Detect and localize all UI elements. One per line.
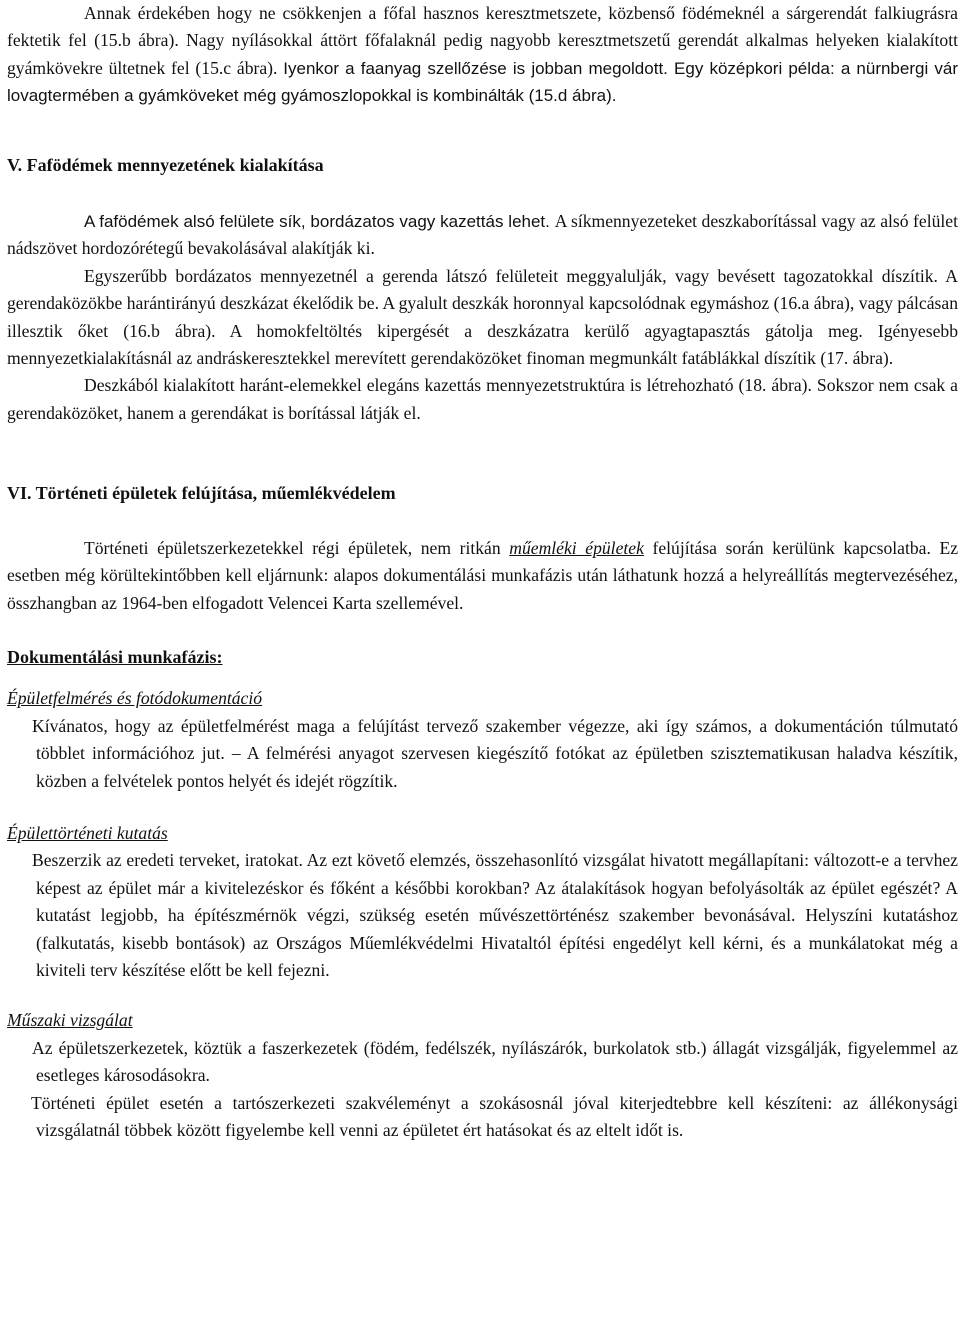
survey-paragraph: Kívánatos, hogy az épületfelmérést maga a felújítást tervező szakember végezze, aki így számos, a dokumentáción túlmutató többlet információhoz jut. – A felmérési anyagot szervesen kiegészítő fotókat az épületben szisztematikusan haladva készítik, közben a felvételek pontos helyét és idejét rögzítik. [32,715,958,791]
intro-text-a: Annak érdekében hogy ne csökkenjen a főfal hasznos keresztmetszete, közbenső födémeknél a sárgerendát falkiugrásra fektetik fel (15.b ábra). Nagy nyílásokkal áttört főfalaknál pedig nagyobb keresztmetszetű gerendát alkalmas helyeken kialakított gyámkövekre ültetnek fel (15.c ábra). [7,3,958,78]
subheading-history-research: Épülettörténeti kutatás [7,822,168,843]
section-6-text-before: Történeti épületszerkezetekkel régi épületek, nem ritkán [84,537,510,558]
section-5-heading: V. Fafödémek mennyezetének kialakítása [7,154,324,175]
section-5-paragraph-1 [7,208,958,263]
section-6-text-after: felújítása során kerülünk kapcsolatba. Ez esetben még körültekintőbben kell eljárnunk: alapos dokumentálási munkafázis után láthatunk hozzá a helyreállítás megtervezéséhez, összhangban az 1964-ben elfogadott Velencei Karta szellemével. [7,537,959,613]
section-6-heading: VI. Történeti épületek felújítása, műemlékvédelem [7,483,396,504]
intro-text-b: Iyenkor a faanyag szellőzése is jobban megoldott. Egy középkori példa: a nürnbergi vár lovagtermében a gyámköveket még gyámoszlopokkal is kombinálták (15.d ábra). [7,58,958,106]
intro-paragraph [7,0,958,110]
section-6-paragraph [7,535,958,617]
section-5-paragraph-2: Egyszerűbb bordázatos mennyezetnél a gerenda látszó felületeit meggyalulják, vagy bevésett tagozatokkal díszítik. A gerendaközökbe harántirányú deszkázat ékelődik be. A gyalult deszkák horonnyal kapcsolódnak egymáshoz (16.a ábra), vagy pálcásan illesztik őket (16.b ábra). A homokfeltöltés kipergését a deszkázatra kerülő agyagtapasztás gátolja meg. Igényesebb mennyezetkialakításnál az andráskeresztekkel merevített gerendaközöket finoman megmunkált fatáblákkal díszítik (17. ábra). [7,265,958,369]
history-research-paragraph: Beszerzik az eredeti terveket, iratokat. Az ezt követő elemzés, összehasonlító vizsgálat hivatott megállapítani: változott-e a tervhez képest az épület már a kivitelezéskor és főként a későbbi korokban? Az átalakítások hogyan befolyásolták az épület egészét? A kutatást legjobb, ha építészmérnök végzi, szükség esetén művészettörténész szakember bevonásával. Helyszíni kutatáshoz (falkutatás, kisebb bontások) az Országos Műemlékvédelmi Hivataltól építési engedélyt kell kérni, és a munkálatokat még a kiviteli terv készítése előtt be kell fejezni. [32,850,958,980]
section-5-paragraph-3: Deszkából kialakított haránt-elemekkel elegáns kazettás mennyezetstruktúra is létrehozható (18. ábra). Sokszor nem csak a gerendaközöket, hanem a gerendákat is borítással látják el. [7,375,958,423]
technical-inspection-paragraph-1: Az épületszerkezetek, köztük a faszerkezetek (födém, fedélszék, nyílászárók, burkolatok stb.) állagát vizsgálják, figyelemmel az esetleges károsodásokra. [32,1037,958,1086]
section-5-text-1: A fafödémek alsó felülete sík, bordázatos vagy kazettás lehet. [84,212,550,232]
technical-inspection-paragraph-2: Történeti épület esetén a tartószerkezeti szakvéleményt a szokásosnál jóval kiterjedtebbre kell készíteni: az állékonysági vizsgálatnál többek között figyelembe kell venni az épületet ért hatásokat és az eltelt időt is. [31,1092,958,1140]
subheading-survey: Épületfelmérés és fotódokumentáció [7,688,263,709]
document-page [7,0,958,1144]
monument-buildings-term: műemléki épületek [509,537,644,558]
section-5-text-1b: A síkmennyezeteket deszkaborítással vagy az alsó felület nádszövet hordozórétegű bevakolásával alakítják ki. [7,211,958,259]
subheading-technical-inspection: Műszaki vizsgálat [7,1010,133,1031]
documentation-heading: Dokumentálási munkafázis: [7,646,223,667]
